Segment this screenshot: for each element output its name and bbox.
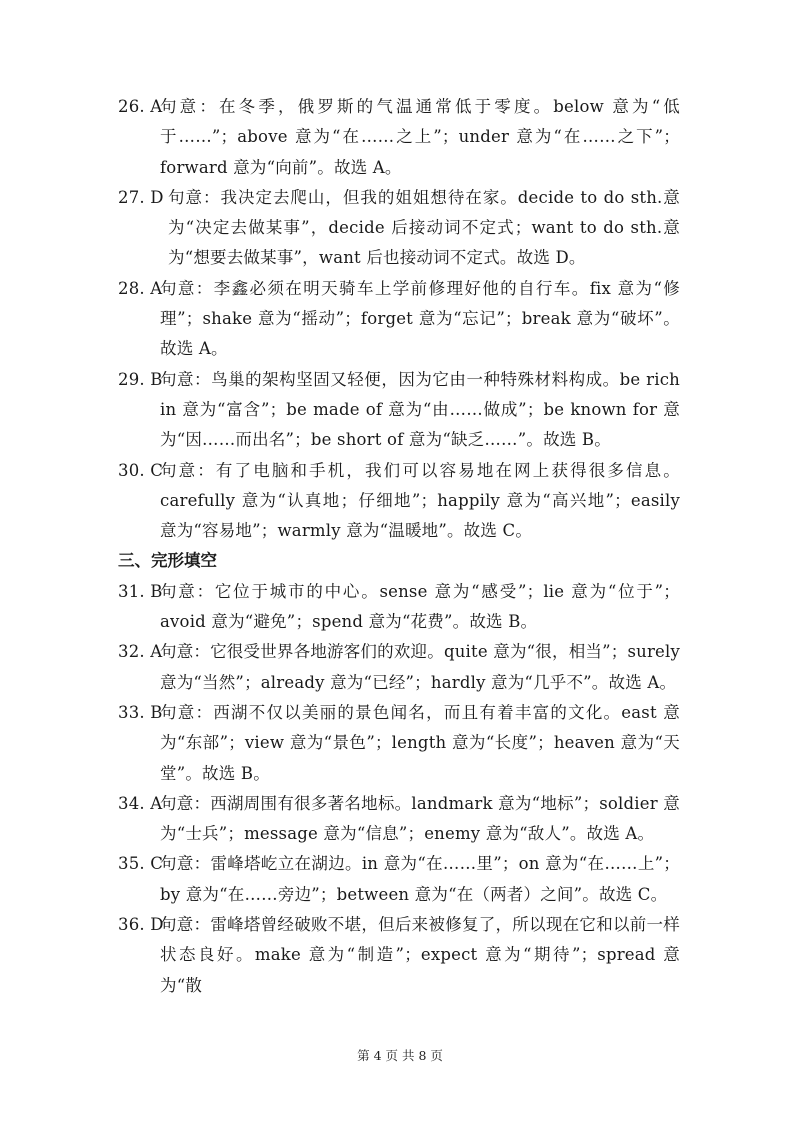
- answer-text: 句意：鸟巢的架构坚固又轻便，因为它由一种特殊材料构成。be rich in 意为“富含”；be made of 意为“由……做成”；be known for 意为“因……而出名”；be short of 意为“缺乏……”。故选 B。: [160, 369, 680, 450]
- answer-text: 句意：它位于城市的中心。sense 意为“感受”；lie 意为“位于”；avoid 意为“避免”；spend 意为“花费”。故选 B。: [160, 581, 680, 632]
- answer-number: 36. D: [118, 915, 164, 935]
- answer-number: 28. A: [118, 278, 163, 298]
- answer-text: 句意：我决定去爬山，但我的姐姐想待在家。decide to do sth.意为“决定去做某事”，decide 后接动词不定式；want to do sth.意为“想要去做某事”，want 后也接动词不定式。故选 D。: [168, 187, 680, 268]
- answer-item-28: [118, 274, 680, 365]
- answer-text: 句意：有了电脑和手机，我们可以容易地在网上获得很多信息。carefully 意为“认真地；仔细地”；happily 意为“高兴地”；easily 意为“容易地”；warmly 意为“温暖地”。故选 C。: [160, 460, 680, 541]
- answer-number: 33. B: [118, 702, 163, 722]
- answer-number: 29. B: [118, 369, 163, 389]
- answer-item-34: [118, 789, 680, 850]
- answer-item-29: [118, 365, 680, 456]
- answer-item-30: [118, 456, 680, 547]
- answer-item-26: [118, 92, 680, 183]
- answer-text: 句意：在冬季，俄罗斯的气温通常低于零度。below 意为“低于……”；above 意为“在……之上”；under 意为“在……之下”；forward 意为“向前”。故选 A。: [160, 97, 680, 177]
- page-number-footer: 第 4 页 共 8 页: [357, 1048, 443, 1063]
- answer-text: 句意：西湖周围有很多著名地标。landmark 意为“地标”；soldier 意为“士兵”；message 意为“信息”；enemy 意为“敌人”。故选 A。: [160, 793, 680, 844]
- answer-number: 35. C: [118, 854, 164, 874]
- answer-item-36: [118, 910, 680, 1001]
- answer-item-35: [118, 849, 680, 910]
- answer-item-33: [118, 698, 680, 789]
- answer-number: 27. D: [118, 187, 164, 207]
- answer-item-27: [118, 183, 680, 274]
- answer-explanations: [118, 92, 680, 1001]
- answer-number: 32. A: [118, 642, 163, 662]
- answer-number: 30. C: [118, 460, 164, 480]
- answer-number: 31. B: [118, 581, 163, 601]
- section-heading: 三、完形填空: [118, 551, 217, 571]
- answer-item-31: [118, 577, 680, 638]
- answer-text: 句意：它很受世界各地游客们的欢迎。quite 意为“很，相当”；surely 意为“当然”；already 意为“已经”；hardly 意为“几乎不”。故选 A。: [160, 642, 680, 692]
- answer-item-32: [118, 637, 680, 698]
- answer-text: 句意：雷峰塔屹立在湖边。in 意为“在……里”；on 意为“在……上”；by 意为“在……旁边”；between 意为“在（两者）之间”。故选 C。: [160, 854, 680, 904]
- answer-text: 句意：西湖不仅以美丽的景色闻名，而且有着丰富的文化。east 意为“东部”；view 意为“景色”；length 意为“长度”；heaven 意为“天堂”。故选 B。: [160, 702, 680, 783]
- answer-number: 34. A: [118, 793, 163, 813]
- answer-text: 句意：雷峰塔曾经破败不堪，但后来被修复了，所以现在它和以前一样状态良好。make 意为“制造”；expect 意为“期待”；spread 意为“散: [160, 915, 680, 995]
- answer-text: 句意：李鑫必须在明天骑车上学前修理好他的自行车。fix 意为“修理”；shake 意为“摇动”；forget 意为“忘记”；break 意为“破坏”。故选 A。: [160, 278, 680, 359]
- answer-number: 26. A: [118, 97, 163, 116]
